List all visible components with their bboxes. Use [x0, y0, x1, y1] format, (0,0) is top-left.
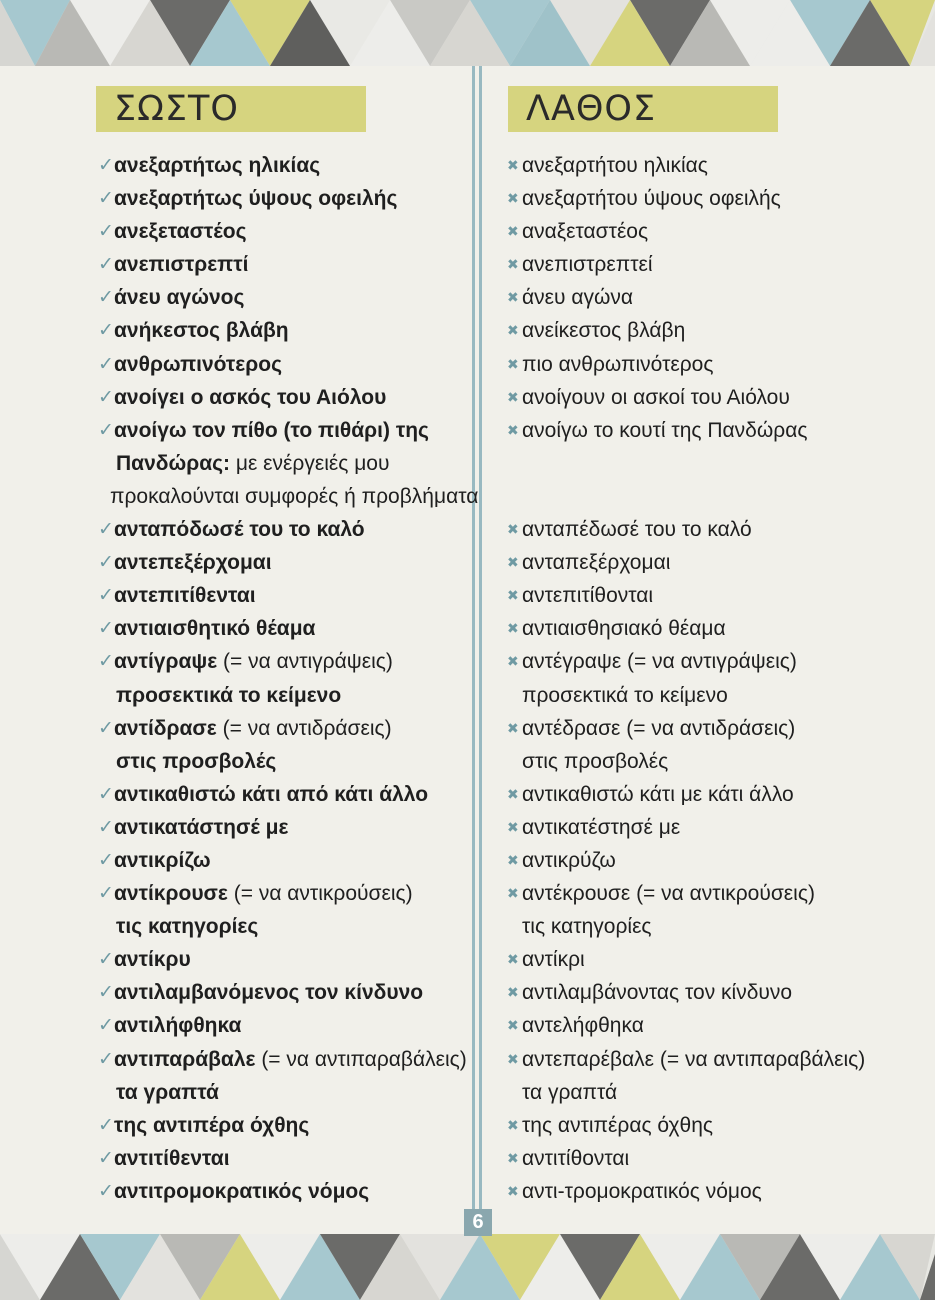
wrong-list-item: [507, 943, 927, 976]
decorative-triangle-band-top: [0, 0, 935, 66]
wrong-list-item-continuation: [507, 745, 927, 778]
wrong-term: στις προσβολές: [522, 749, 669, 773]
wrong-term: αντέγραψε (= να αντιγράψεις): [522, 650, 797, 674]
check-icon: ✓: [98, 254, 114, 276]
correct-list-item-continuation: [98, 447, 468, 480]
correct-term: αντιαισθητικό θέαμα: [114, 617, 316, 641]
wrong-term: ανείκεστος βλάβη: [522, 319, 686, 343]
wrong-term: αντιτίθονται: [522, 1146, 630, 1170]
correct-term: ανεξαρτήτως ύψους οφειλής: [114, 187, 398, 211]
wrong-list-item: [507, 513, 927, 546]
correct-list-item: [98, 381, 468, 414]
correct-list-item: [98, 215, 468, 248]
cross-icon: ✖: [507, 554, 519, 571]
check-icon: ✓: [98, 717, 114, 739]
correct-term: αντεπιτίθενται: [114, 584, 256, 608]
correct-note: (= να αντικρούσεις): [227, 882, 413, 906]
correct-term: ανεπιστρεπτί: [114, 253, 249, 277]
correct-note: (= να αντιγράψεις): [217, 650, 393, 674]
check-icon: ✓: [98, 982, 114, 1004]
cross-icon: ✖: [507, 355, 519, 372]
wrong-list-item: [507, 1142, 927, 1175]
correct-list-item: [98, 976, 468, 1009]
correct-term: αντίκρουσε: [114, 882, 228, 906]
wrong-term: τα γραπτά: [522, 1080, 618, 1104]
wrong-list-item: [507, 976, 927, 1009]
cross-icon: ✖: [507, 951, 519, 968]
correct-term: αντίγραψε: [114, 650, 218, 674]
check-icon: ✓: [98, 618, 114, 640]
correct-term: αντιλαμβανόμενος τον κίνδυνο: [114, 981, 424, 1005]
check-icon: ✓: [98, 783, 114, 805]
correct-list: [98, 149, 479, 1208]
correct-list-item-continuation: [98, 745, 468, 778]
wrong-term: ανεξαρτήτου ύψους οφειλής: [522, 187, 781, 211]
correct-list-item-continuation: [98, 480, 479, 513]
correct-list-item: [98, 844, 468, 877]
heading-correct: ΣΩΣΤΟ: [96, 86, 366, 132]
column-divider: [472, 66, 482, 1210]
wrong-term: αντέδρασε (= να αντιδράσεις): [522, 716, 796, 740]
correct-list-item: [98, 1109, 468, 1142]
correct-list-item: [98, 314, 468, 347]
wrong-list-item: [507, 778, 927, 811]
correct-term: ανθρωπινότερος: [114, 352, 282, 376]
wrong-term: προσεκτικά το κείμενο: [522, 683, 728, 707]
cross-icon: ✖: [507, 653, 519, 670]
wrong-term: ανεπιστρεπτεί: [522, 253, 653, 277]
wrong-list-item: [507, 612, 927, 645]
cross-icon: ✖: [507, 818, 519, 835]
wrong-term: αντίκρι: [522, 948, 585, 972]
check-icon: ✓: [98, 651, 114, 673]
correct-list-item: [98, 149, 468, 182]
wrong-list-item: [507, 1043, 927, 1076]
correct-term: αντικρίζω: [114, 848, 211, 872]
check-icon: ✓: [98, 1180, 114, 1202]
correct-list-item: [98, 778, 468, 811]
check-icon: ✓: [98, 519, 114, 541]
correct-list-item: [98, 1142, 468, 1175]
cross-icon: ✖: [507, 322, 519, 339]
check-icon: ✓: [98, 1147, 114, 1169]
check-icon: ✓: [98, 585, 114, 607]
wrong-term: τις κατηγορίες: [522, 915, 652, 939]
wrong-term: αντιλαμβάνοντας τον κίνδυνο: [522, 981, 793, 1005]
correct-list-item: [98, 281, 468, 314]
wrong-term: ανεξαρτήτου ηλικίας: [522, 154, 708, 177]
wrong-list-item: [507, 712, 927, 745]
correct-term: της αντιπέρα όχθης: [114, 1113, 310, 1137]
wrong-term: ανταπεξέρχομαι: [522, 551, 671, 575]
correct-list-item: [98, 348, 468, 381]
cross-icon: ✖: [507, 1050, 519, 1067]
correct-list-item: [98, 943, 468, 976]
check-icon: ✓: [98, 155, 114, 176]
correct-term: αντιτίθενται: [114, 1146, 230, 1170]
correct-list-item: [98, 1175, 468, 1208]
cross-icon: ✖: [507, 984, 519, 1001]
correct-list-item: [98, 612, 468, 645]
cross-icon: ✖: [507, 1149, 519, 1166]
wrong-list-item: [507, 546, 927, 579]
wrong-term: αντι-τρομοκρατικός νόμος: [522, 1179, 762, 1203]
correct-term: ανοίγει ο ασκός του Αιόλου: [114, 385, 387, 409]
check-icon: ✓: [98, 320, 114, 342]
wrong-list-spacer: [507, 447, 927, 480]
correct-list-item-continuation: [98, 910, 468, 943]
check-icon: ✓: [98, 221, 114, 243]
wrong-term: ανοίγω το κουτί της Πανδώρας: [522, 418, 808, 442]
cross-icon: ✖: [507, 851, 519, 868]
wrong-list-item: [507, 1175, 927, 1208]
correct-term: αντιτρομοκρατικός νόμος: [114, 1179, 370, 1203]
heading-wrong: ΛΑΘΟΣ: [508, 86, 778, 132]
wrong-term: αντιαισθησιακό θέαμα: [522, 617, 726, 641]
wrong-list-item: [507, 645, 927, 678]
cross-icon: ✖: [507, 289, 519, 306]
correct-term: ανεξαρτήτως ηλικίας: [114, 154, 321, 177]
wrong-list-item: [507, 811, 927, 844]
correct-term: αντεπεξέρχομαι: [114, 551, 272, 575]
correct-list-item-continuation: [98, 679, 468, 712]
check-icon: ✓: [98, 1048, 114, 1070]
check-icon: ✓: [98, 552, 114, 574]
wrong-list-item: [507, 381, 927, 414]
wrong-list-item-continuation: [507, 1076, 927, 1109]
correct-term: αντιλήφθηκα: [114, 1014, 242, 1038]
correct-term: ανοίγω τον πίθο (το πιθάρι) της: [114, 418, 429, 442]
check-icon: ✓: [98, 419, 114, 441]
correct-term: ανήκεστος βλάβη: [114, 319, 289, 343]
wrong-term: άνευ αγώνα: [522, 286, 633, 310]
cross-icon: ✖: [507, 421, 519, 438]
check-icon: ✓: [98, 1015, 114, 1037]
correct-term: άνευ αγώνος: [114, 286, 245, 310]
wrong-term: αντικαθιστώ κάτι με κάτι άλλο: [522, 782, 794, 806]
wrong-list-item: [507, 248, 927, 281]
wrong-term: αντεπαρέβαλε (= να αντιπαραβάλεις): [522, 1047, 866, 1071]
wrong-list-item-continuation: [507, 679, 927, 712]
correct-note: με ενέργειές μου: [230, 451, 390, 475]
wrong-list-spacer: [507, 480, 927, 513]
check-icon: ✓: [98, 949, 114, 971]
cross-icon: ✖: [507, 521, 519, 538]
correct-list-item: [98, 414, 468, 447]
cross-icon: ✖: [507, 1116, 519, 1133]
decorative-triangle-band-bottom: [0, 1234, 935, 1300]
cross-icon: ✖: [507, 1182, 519, 1199]
wrong-term: αντικρύζω: [522, 848, 616, 872]
check-icon: ✓: [98, 386, 114, 408]
wrong-term: αντέκρουσε (= να αντικρούσεις): [522, 882, 815, 906]
correct-list-item: [98, 712, 468, 745]
wrong-list-item: [507, 149, 927, 182]
page-number: 6: [464, 1209, 492, 1236]
correct-list-item: [98, 645, 468, 678]
correct-list-item: [98, 182, 468, 215]
correct-term: αντικαθιστώ κάτι από κάτι άλλο: [114, 782, 429, 806]
wrong-list-item: [507, 1009, 927, 1042]
wrong-list-item: [507, 414, 927, 447]
correct-term: αντίκρυ: [114, 948, 191, 972]
correct-list-item: [98, 1043, 468, 1076]
correct-note: προκαλούνται συμφορές ή προβλήματα: [110, 484, 479, 508]
correct-term: τις κατηγορίες: [116, 915, 259, 939]
wrong-term: αντεπιτίθονται: [522, 584, 654, 608]
correct-term: ανεξεταστέος: [114, 220, 247, 244]
wrong-list-item: [507, 281, 927, 314]
correct-term: αντιπαράβαλε: [114, 1047, 256, 1071]
correct-term: αντίδρασε: [114, 716, 217, 740]
cross-icon: ✖: [507, 388, 519, 405]
correct-list-item: [98, 579, 468, 612]
wrong-term: αναξεταστέος: [522, 220, 649, 244]
cross-icon: ✖: [507, 587, 519, 604]
correct-term: ανταπόδωσέ του το καλό: [114, 518, 365, 542]
cross-icon: ✖: [507, 223, 519, 240]
correct-list-item: [98, 513, 468, 546]
cross-icon: ✖: [507, 1017, 519, 1034]
cross-icon: ✖: [507, 620, 519, 637]
wrong-list: [507, 149, 927, 1208]
wrong-list-item: [507, 877, 927, 910]
correct-term: αντικατάστησέ με: [114, 815, 289, 839]
wrong-list-item: [507, 1109, 927, 1142]
check-icon: ✓: [98, 353, 114, 375]
cross-icon: ✖: [507, 190, 519, 207]
correct-note: (= να αντιπαραβάλεις): [255, 1047, 467, 1071]
cross-icon: ✖: [507, 719, 519, 736]
wrong-list-item: [507, 348, 927, 381]
wrong-list-item: [507, 215, 927, 248]
correct-list-item-continuation: [98, 1076, 468, 1109]
check-icon: ✓: [98, 849, 114, 871]
wrong-list-item: [507, 579, 927, 612]
check-icon: ✓: [98, 816, 114, 838]
wrong-list-item-continuation: [507, 910, 927, 943]
correct-list-item: [98, 546, 468, 579]
correct-term: τα γραπτά: [116, 1080, 219, 1104]
wrong-term: ανταπέδωσέ του το καλό: [522, 518, 752, 542]
correct-list-item: [98, 1009, 468, 1042]
correct-term: Πανδώρας:: [116, 451, 231, 475]
wrong-list-item: [507, 844, 927, 877]
wrong-term: της αντιπέρας όχθης: [522, 1113, 714, 1137]
wrong-list-item: [507, 182, 927, 215]
correct-term: προσεκτικά το κείμενο: [116, 683, 342, 707]
wrong-term: αντικατέστησέ με: [522, 815, 681, 839]
wrong-list-item: [507, 314, 927, 347]
correct-list-item: [98, 877, 468, 910]
correct-list-item: [98, 248, 468, 281]
cross-icon: ✖: [507, 256, 519, 273]
cross-icon: ✖: [507, 157, 519, 173]
check-icon: ✓: [98, 287, 114, 309]
correct-list-item: [98, 811, 468, 844]
correct-term: στις προσβολές: [116, 749, 277, 773]
correct-note: (= να αντιδράσεις): [216, 716, 392, 740]
wrong-term: πιο ανθρωπινότερος: [522, 352, 714, 376]
wrong-term: αντελήφθηκα: [522, 1014, 644, 1038]
check-icon: ✓: [98, 1114, 114, 1136]
wrong-term: ανοίγουν οι ασκοί του Αιόλου: [522, 385, 790, 409]
cross-icon: ✖: [507, 885, 519, 902]
cross-icon: ✖: [507, 785, 519, 802]
check-icon: ✓: [98, 883, 114, 905]
check-icon: ✓: [98, 188, 114, 210]
